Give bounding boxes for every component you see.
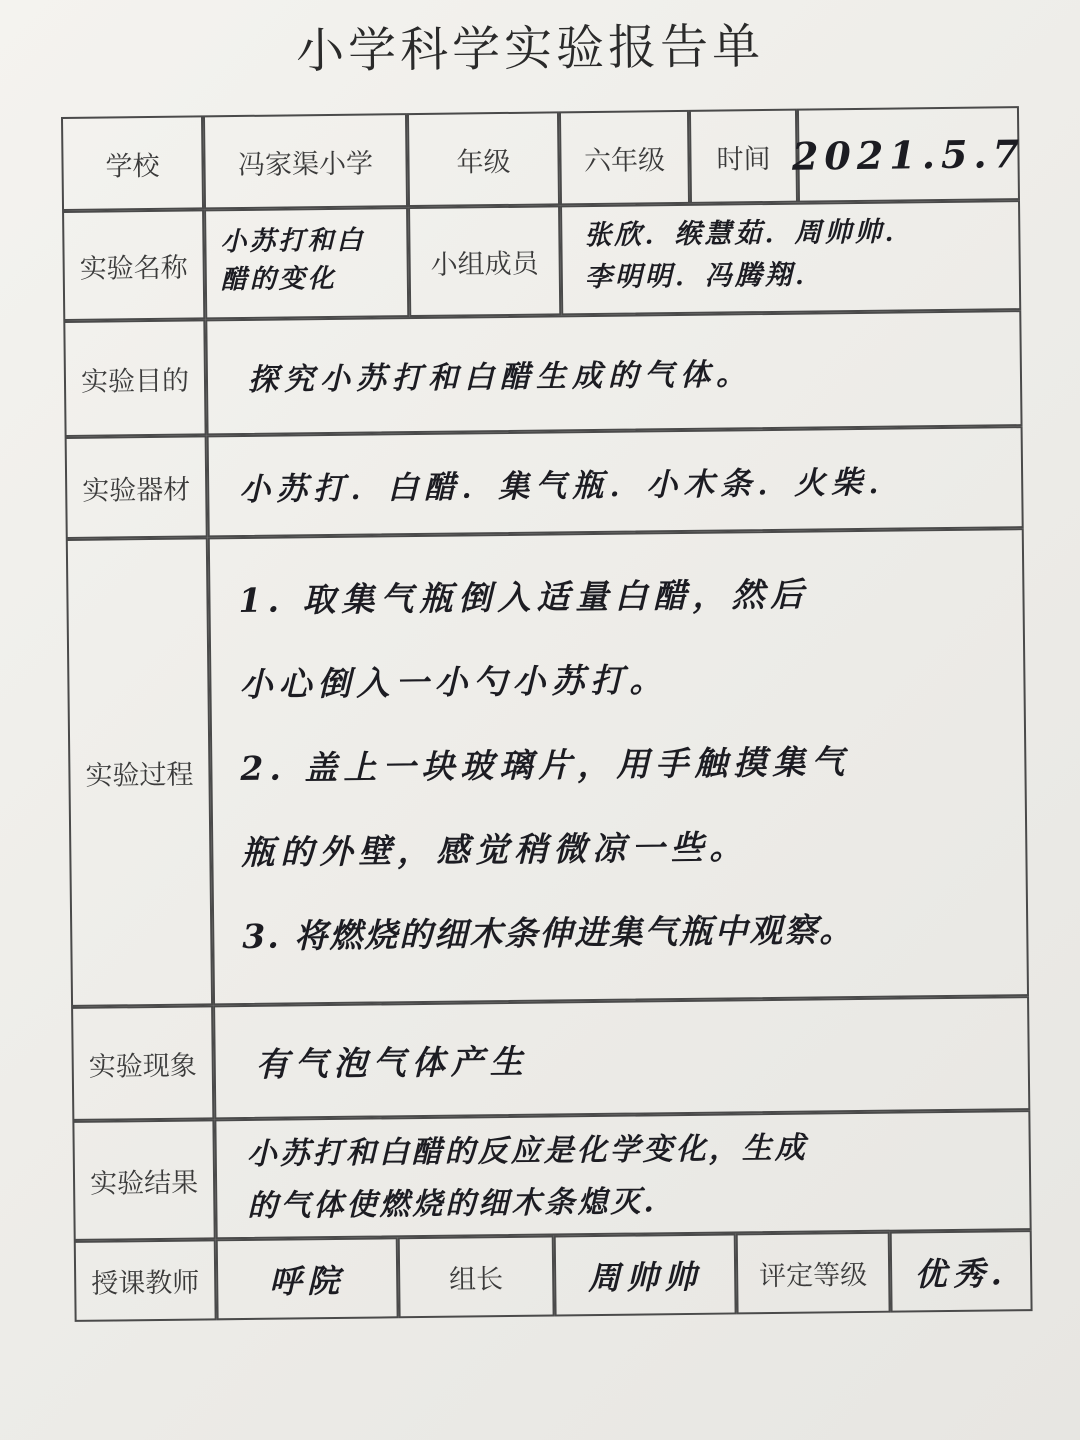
page-title: 小学科学实验报告单 xyxy=(295,18,765,80)
group-members-line: 张欣．缑慧茹．周帅帅． xyxy=(584,216,915,252)
experiment-name-label: 实验名称 xyxy=(62,209,205,321)
experiment-name-line: 醋的变化 xyxy=(220,263,338,296)
purpose-value: 探究小苏打和白醋生成的气体。 xyxy=(205,310,1022,435)
experiment-name-line: 小苏打和白 xyxy=(220,225,366,258)
process-line: 小心倒入一小勺小苏打。 xyxy=(239,660,669,705)
equipment-label: 实验器材 xyxy=(65,435,208,539)
experiment-name-value xyxy=(204,207,409,319)
time-value: 2021.5.7 xyxy=(797,106,1020,203)
process-line: 3. 将燃烧的细木条伸进集气瓶中观察。 xyxy=(242,910,855,957)
group-members-label: 小组成员 xyxy=(408,205,561,317)
purpose-label: 实验目的 xyxy=(63,319,206,437)
leader-label: 组长 xyxy=(398,1235,555,1318)
school-value: 冯家渠小学 xyxy=(203,113,408,209)
result-line: 的气体使燃烧的细木条熄灭. xyxy=(247,1184,657,1224)
group-members-line: 李明明．冯腾翔． xyxy=(584,259,826,294)
rating-value: 优秀. xyxy=(890,1230,1033,1313)
equipment-value: 小苏打．白醋．集气瓶．小木条．火柴． xyxy=(207,426,1024,537)
teacher-value: 呼院 xyxy=(216,1237,399,1320)
process-label: 实验过程 xyxy=(66,537,213,1007)
result-label: 实验结果 xyxy=(72,1119,215,1241)
time-label: 时间 xyxy=(689,109,798,204)
grade-value: 六年级 xyxy=(559,110,690,205)
group-members-value xyxy=(560,200,1021,315)
phenomenon-value: 有气泡气体产生 xyxy=(213,996,1030,1119)
rating-label: 评定等级 xyxy=(736,1232,891,1315)
phenomenon-label: 实验现象 xyxy=(71,1005,214,1121)
teacher-label: 授课教师 xyxy=(74,1239,217,1322)
process-line: 瓶的外壁，感觉稍微凉一些。 xyxy=(241,827,749,873)
leader-value: 周帅帅 xyxy=(554,1233,737,1316)
process-value xyxy=(208,528,1029,1005)
report-form xyxy=(62,107,1034,1323)
process-line: 2. 盖上一块玻璃片，用手触摸集气 xyxy=(240,742,851,789)
result-line: 小苏打和白醋的反应是化学变化，生成 xyxy=(246,1130,808,1172)
grade-label: 年级 xyxy=(407,111,560,207)
result-value xyxy=(214,1110,1031,1239)
process-line: 1. 取集气瓶倒入适量白醋，然后 xyxy=(238,574,810,621)
school-label: 学校 xyxy=(61,115,204,211)
